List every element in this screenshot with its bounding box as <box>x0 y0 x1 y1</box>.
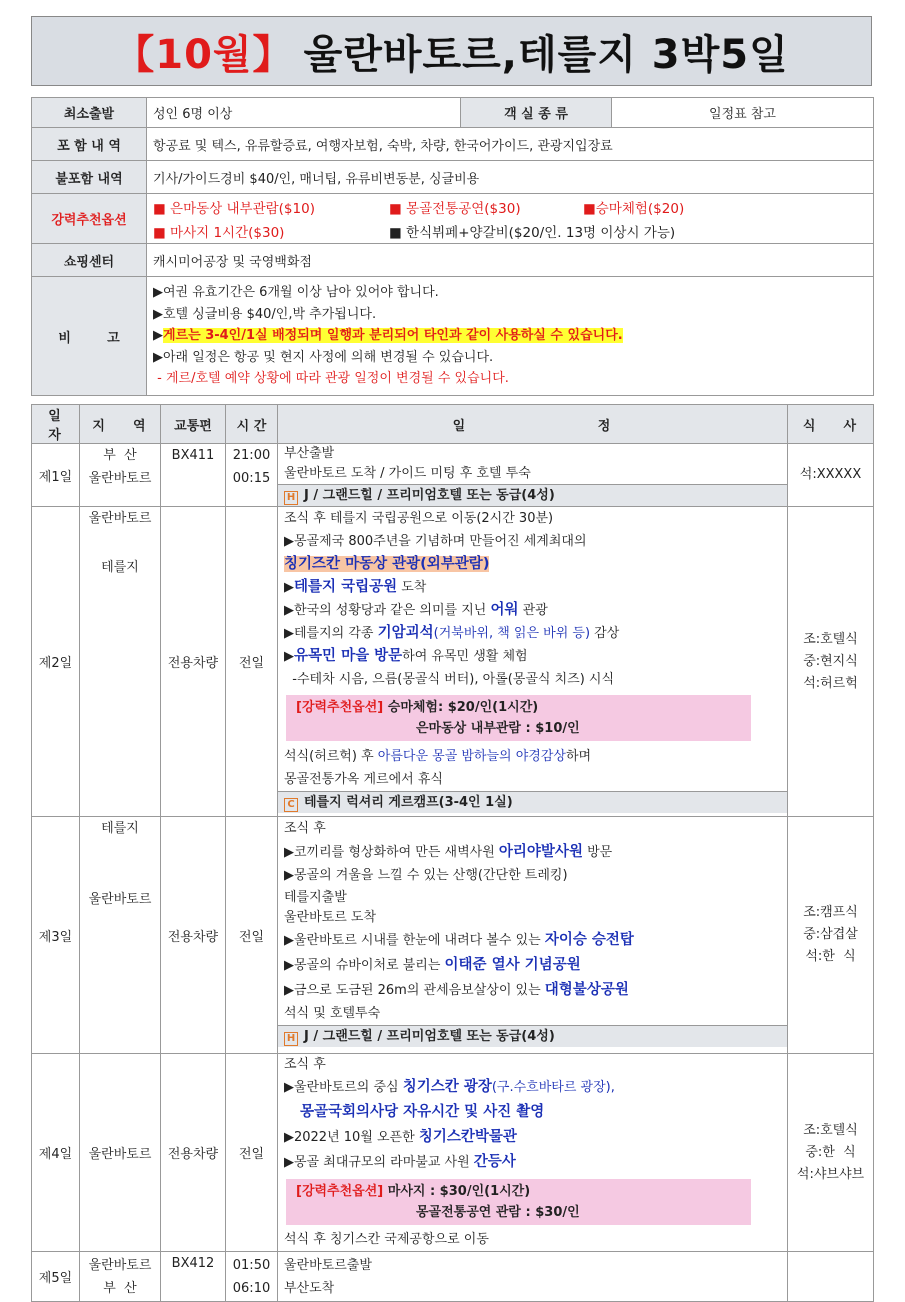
day4-schedule: 조식 후 ▶울란바토르의 중심 칭기스칸 광장(구.수흐바타르 광장), 몽골국회의사당 자유시간 및 사진 촬영 ▶2022년 10월 오픈한 칭기스칸박물관 ▶몽골 최대규모의 라마불교 사원 간등사 [강력추천옵션] 마사지 : $30/인(1시간) 몽골전통공연 관람 : $30/인 석식 후 칭기스칸 국제공항으로 이동 <box>278 1054 788 1252</box>
title-month: 【10월】 <box>114 31 294 78</box>
day2-option-box: [강력추천옵션] 승마체험: $20/인(1시간) 은마동상 내부관람 : $10/인 <box>286 695 751 741</box>
day1-hotel: H J / 그랜드힐 / 프리미엄호텔 또는 동급(4성) <box>278 484 787 506</box>
note-line: ▶아래 일정은 항공 및 현지 사정에 의해 변경될 수 있습니다. <box>153 349 494 365</box>
day5-transport: BX412 <box>161 1252 226 1302</box>
min-departure-value: 성인 6명 이상 <box>147 98 461 128</box>
day3-row <box>32 817 874 1054</box>
day4-meal: 조:호텔식 중:한 식 석:샤브샤브 <box>788 1054 874 1252</box>
option-item: ■승마체험($20) <box>583 200 685 217</box>
day1-region: 부 산 울란바토르 <box>80 444 161 507</box>
excluded-value: 기사/가이드경비 $40/인, 매너팁, 유류비변동분, 싱글비용 <box>147 161 874 194</box>
day5-region: 울란바토르 부 산 <box>80 1252 161 1302</box>
excluded-label: 불포함 내역 <box>32 161 147 194</box>
note-line: ▶게르는 3-4인/1실 배정되며 일행과 분리되어 타인과 같이 사용하실 수 있습니다. <box>153 328 623 344</box>
header-transport: 교통편 <box>161 405 226 444</box>
itinerary-table <box>31 404 874 1302</box>
day2-transport: 전용차량 <box>161 507 226 817</box>
header-meal: 식 사 <box>788 405 874 444</box>
day4-region: 울란바토르 <box>80 1054 161 1252</box>
day2-row <box>32 507 874 817</box>
day-label: 제5일 <box>32 1252 80 1302</box>
options-label: 강력추천옵션 <box>32 194 147 244</box>
day1-transport: BX411 <box>161 444 226 507</box>
day2-schedule: 조식 후 테를지 국립공원으로 이동(2시간 30분) ▶몽골제국 800주년을 기념하며 만들어진 세계최대의 칭기즈칸 마동상 관광(외부관람) ▶테를지 국립공원 도착 ▶한국의 성황당과 같은 의미를 지닌 어워 관광 ▶테를지의 각종 기암괴석(거북바위, 책 읽은 바위 등) 감상 ▶유목민 마을 방문하여 유목민 생활 체험 -수테차 시음, 으름(몽골식 버터), 아롤(몽골식 치즈) 시식 [강력추천옵션] 승마체험: $20/인(1시간) 은마동상 내부관람 : $10/인 석식(허르헉) 후 아름다운 몽골 밤하늘의 야경감상하며 몽골전통가옥 게르에서 휴식 C 테를지 럭셔리 게르캠프(3-4인 1실) <box>278 507 788 817</box>
option-item: ■ 마사지 1시간($30) <box>153 224 285 241</box>
day3-transport: 전용차량 <box>161 817 226 1054</box>
day3-time: 전일 <box>226 817 278 1054</box>
day3-schedule: 조식 후 ▶코끼리를 형상화하여 만든 새벽사원 아리야발사원 방문 ▶몽골의 겨울을 느낄 수 있는 산행(간단한 트레킹) 테를지출발 울란바토르 도착 ▶울란바토르 시내를 한눈에 내려다 볼수 있는 자이승 승전탑 ▶몽골의 슈바이처로 불리는 이태준 열사 기념공원 ▶금으로 도금된 26m의 관세음보살상이 있는 대형불상공원 석식 및 호텔투숙 H J / 그랜드힐 / 프리미엄호텔 또는 동급(4성) <box>278 817 788 1054</box>
header-day: 일 자 <box>32 405 80 444</box>
shopping-value: 캐시미어공장 및 국영백화점 <box>147 244 874 277</box>
day2-region: 울란바토르 테를지 <box>80 507 161 817</box>
day1-schedule: 부산출발 울란바토르 도착 / 가이드 미팅 후 호텔 투숙 H J / 그랜드힐 / 프리미엄호텔 또는 동급(4성) <box>278 444 788 507</box>
notes-label: 비 고 <box>32 277 147 396</box>
title-main: 울란바토르,테를지 3박5일 <box>303 31 789 78</box>
day5-schedule: 울란바토르출발 부산도착 <box>278 1252 788 1302</box>
min-departure-label: 최소출발 <box>32 98 147 128</box>
shopping-label: 쇼핑센터 <box>32 244 147 277</box>
day5-row <box>32 1252 874 1302</box>
day4-time: 전일 <box>226 1054 278 1252</box>
day2-hotel: C 테를지 럭셔리 게르캠프(3-4인 1실) <box>278 791 787 813</box>
info-table <box>31 97 874 396</box>
room-type-value: 일정표 참고 <box>612 98 874 128</box>
day4-row <box>32 1054 874 1252</box>
header-time: 시 간 <box>226 405 278 444</box>
camp-icon: C <box>284 798 298 812</box>
header-region: 지 역 <box>80 405 161 444</box>
hotel-icon: H <box>284 491 298 505</box>
included-label: 포 함 내 역 <box>32 128 147 161</box>
page-title <box>31 16 872 86</box>
highlight-genghis-statue: 칭기즈칸 마동상 관광(외부관람) <box>284 556 490 572</box>
day-label: 제3일 <box>32 817 80 1054</box>
day2-time: 전일 <box>226 507 278 817</box>
day1-row <box>32 444 874 507</box>
day5-meal <box>788 1252 874 1302</box>
hotel-icon: H <box>284 1032 298 1046</box>
day2-meal: 조:호텔식 중:현지식 석:허르헉 <box>788 507 874 817</box>
day-label: 제4일 <box>32 1054 80 1252</box>
option-item: ■ 몽골전통공연($30) <box>389 200 521 217</box>
day1-time: 21:00 00:15 <box>226 444 278 507</box>
header-schedule: 일 정 <box>278 405 788 444</box>
day1-meal: 석:XXXXX <box>788 444 874 507</box>
note-line: - 게르/호텔 예약 상황에 따라 관광 일정이 변경될 수 있습니다. <box>153 371 509 387</box>
day3-meal: 조:캠프식 중:삼겹살 석:한 식 <box>788 817 874 1054</box>
ger-notice: 게르는 3-4인/1실 배정되며 일행과 분리되어 타인과 같이 사용하실 수 있습니다. <box>163 328 623 344</box>
room-type-label: 객 실 종 류 <box>461 98 612 128</box>
day-label: 제2일 <box>32 507 80 817</box>
day5-time: 01:50 06:10 <box>226 1252 278 1302</box>
day-label: 제1일 <box>32 444 80 507</box>
option-item: ■ 은마동상 내부관람($10) <box>153 200 315 217</box>
day4-option-box: [강력추천옵션] 마사지 : $30/인(1시간) 몽골전통공연 관람 : $30/인 <box>286 1179 751 1225</box>
day3-hotel: H J / 그랜드힐 / 프리미엄호텔 또는 동급(4성) <box>278 1025 787 1047</box>
notes-cell <box>147 277 874 396</box>
day3-region: 테를지 울란바토르 <box>80 817 161 1054</box>
included-value: 항공료 및 텍스, 유류할증료, 여행자보험, 숙박, 차량, 한국어가이드, 관광지입장료 <box>147 128 874 161</box>
options-cell <box>147 194 874 244</box>
note-line: ▶여권 유효기간은 6개월 이상 남아 있어야 합니다. <box>153 285 439 301</box>
option-item: ■ 한식뷔페+양갈비($20/인. 13명 이상시 가능) <box>389 224 676 241</box>
note-line: ▶호텔 싱글비용 $40/인,박 추가됩니다. <box>153 306 377 322</box>
day4-transport: 전용차량 <box>161 1054 226 1252</box>
itinerary-header <box>32 405 874 444</box>
